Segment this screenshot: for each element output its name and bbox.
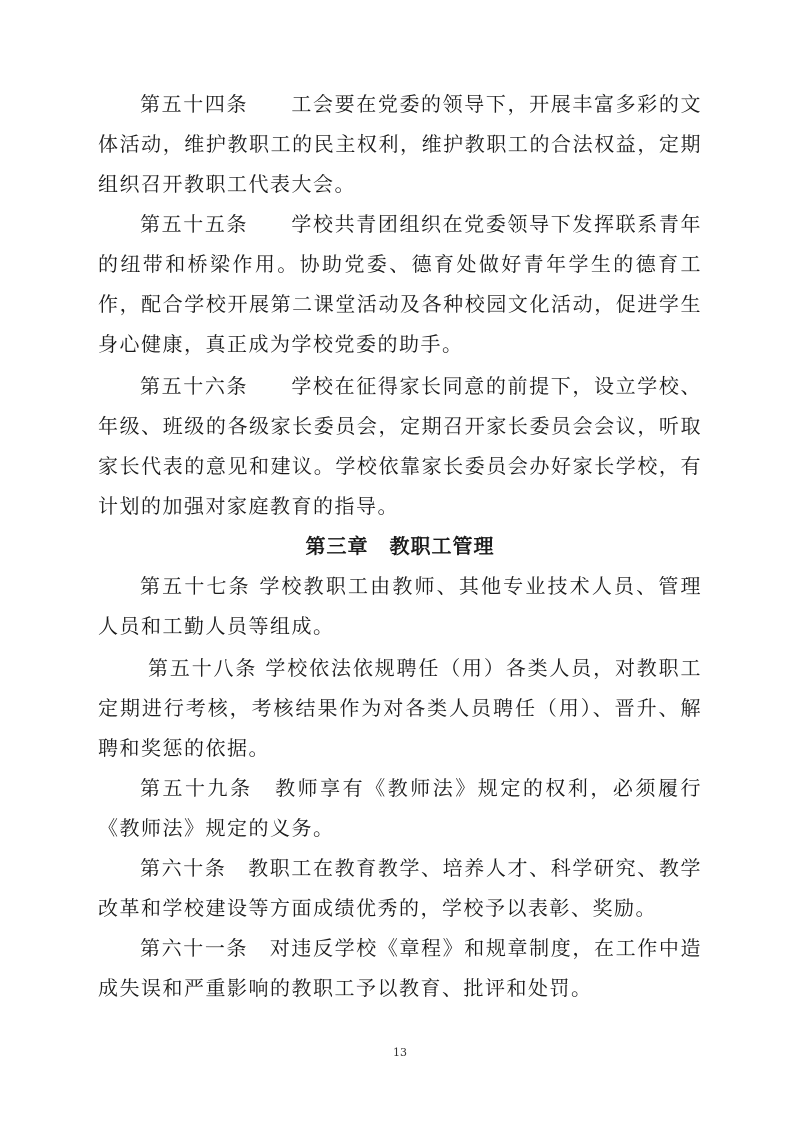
article-58: 第五十八条 学校依法依规聘任（用）各类人员，对教职工定期进行考核，考核结果作为对各类人员聘任（用）、晋升、解聘和奖惩的依据。 [98,656,702,760]
article-55: 第五十五条 学校共青团组织在党委领导下发挥联系青年的纽带和桥梁作用。协助党委、德育处做好青年学生的德育工作，配合学校开展第二课堂活动及各种校园文化活动，促进学生身心健康，真正成为学校党委的助手。 [98,212,702,356]
article-57: 第五十七条 学校教职工由教师、其他专业技术人员、管理人员和工勤人员等组成。 [98,574,702,638]
article-56: 第五十六条 学校在征得家长同意的前提下，设立学校、年级、班级的各级家长委员会，定期召开家长委员会会议，听取家长代表的意见和建议。学校依靠家长委员会办好家长学校，有计划的加强对家庭教育的指导。 [98,374,702,518]
article-61: 第六十一条 对违反学校《章程》和规章制度，在工作中造成失误和严重影响的教职工予以教育、批评和处罚。 [98,936,702,1000]
page-number: 13 [393,1046,407,1059]
chapter-heading: 第三章 教职工管理 [305,534,495,558]
article-60: 第六十条 教职工在教育教学、培养人才、科学研究、教学改革和学校建设等方面成绩优秀的，学校予以表彰、奖励。 [98,856,702,920]
article-54: 第五十四条 工会要在党委的领导下，开展丰富多彩的文体活动，维护教职工的民主权利，维护教职工的合法权益，定期组织召开教职工代表大会。 [98,92,702,196]
article-59: 第五十九条 教师享有《教师法》规定的权利，必须履行《教师法》规定的义务。 [98,776,702,840]
